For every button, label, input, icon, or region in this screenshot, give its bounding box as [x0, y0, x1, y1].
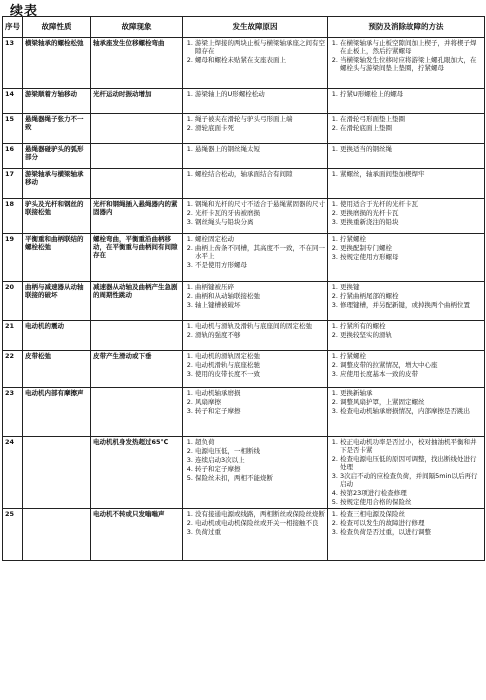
remedy-item: 3. 修理键槽，并另配新键，或掉换两个曲柄位置 — [340, 301, 482, 309]
header-fault-phenomenon: 故障现象 — [91, 17, 183, 38]
fault-phenomenon: 光杆运动时振动增加 — [91, 89, 183, 114]
cause-item: 3. 转子和定子摩擦 — [195, 407, 325, 415]
table-row — [3, 509, 485, 561]
remedy-item: 1. 拧紧螺栓 — [340, 352, 482, 360]
cause-item: 2. 滑轨的强度不够 — [195, 331, 325, 339]
remedy-list — [328, 38, 485, 89]
remedy-list — [328, 321, 485, 351]
fault-phenomenon: 皮带产生滑动或下垂 — [91, 351, 183, 388]
cause-item: 1. 螺栓结合松动，轴承面结合有间隙 — [195, 170, 325, 178]
cause-item: 2. 螺母和螺栓未贴紧在支座表面上 — [195, 56, 325, 64]
fault-nature: 电动机的震动 — [23, 321, 91, 351]
remedy-item: 1. 拧紧螺栓 — [340, 235, 482, 243]
cause-item: 1. 曲柄键被压碎 — [195, 283, 325, 291]
remedy-item: 1. 在滑轮弓形面垫上垫圈 — [340, 115, 482, 123]
remedy-item: 1. 在横梁轴承与止板空隙间加上楔子，并将楔子焊在止板上，然后拧紧螺母 — [340, 39, 482, 55]
row-index: 13 — [3, 38, 23, 89]
remedy-item: 2. 检查电源电压低的原因可调整，找出断线处进行处理 — [340, 455, 482, 471]
fault-nature: 悬绳器碰驴头的弧形部分 — [23, 144, 91, 169]
remedy-item: 2. 更换较坚实的滑轨 — [340, 331, 482, 339]
cause-item: 2. 风扇摩擦 — [195, 398, 325, 406]
fault-phenomenon: 电动机不转或只发嗡嗡声 — [91, 509, 183, 561]
row-index: 23 — [3, 388, 23, 437]
cause-item: 2. 曲柄和从动轴联接松弛 — [195, 292, 325, 300]
fault-cause-list — [183, 199, 328, 234]
remedy-list — [328, 351, 485, 388]
cause-item: 3. 连续启动3次以上 — [195, 456, 325, 464]
remedy-item: 2. 更换磨损的光杆卡瓦 — [340, 209, 482, 217]
remedy-list — [328, 89, 485, 114]
remedy-item: 1. 紧螺丝，轴承面间垫加楔焊牢 — [340, 170, 482, 178]
fault-cause-list — [183, 38, 328, 89]
cause-item: 3. 不是使用方形螺母 — [195, 261, 325, 269]
remedy-item: 1. 更换新轴承 — [340, 389, 482, 397]
fault-nature: 驴头及光杆和钢丝的联接松弛 — [23, 199, 91, 234]
fault-phenomenon — [91, 321, 183, 351]
remedy-list — [328, 282, 485, 321]
cause-item: 3. 负荷过重 — [195, 528, 325, 536]
fault-nature: 平衡重和曲柄联结的螺栓松弛 — [23, 234, 91, 282]
cause-item: 1. 电动机轴承磨损 — [195, 389, 325, 397]
remedy-item: 2. 调整风扇护罩，上紧固定螺丝 — [340, 398, 482, 406]
remedy-list — [328, 509, 485, 561]
remedy-list — [328, 169, 485, 199]
remedy-item: 1. 更换键 — [340, 283, 482, 291]
cause-item: 1. 悬绳器上的钢丝绳太短 — [195, 145, 325, 153]
row-index: 25 — [3, 509, 23, 561]
fault-nature: 电动机内部有摩擦声 — [23, 388, 91, 437]
header-fault-cause: 发生故障原因 — [183, 17, 328, 38]
remedy-item: 2. 检查可以发生的故障进行修理 — [340, 519, 482, 527]
cause-item: 1. 绳子被夹在滑轮与驴头弓形面上端 — [195, 115, 325, 123]
fault-phenomenon — [91, 388, 183, 437]
fault-cause-list — [183, 321, 328, 351]
remedy-item: 1. 校正电动机功率是否过小，校对抽油机平衡和井下是否卡紧 — [340, 438, 482, 454]
fault-cause-list — [183, 89, 328, 114]
remedy-list — [328, 234, 485, 282]
cause-item: 2. 电动机滑轨与底座松驰 — [195, 361, 325, 369]
row-index: 19 — [3, 234, 23, 282]
cause-item: 1. 钢绳和光杆的尺寸不适合于悬绳紧固器的尺寸 — [195, 200, 325, 208]
cause-item: 3. 轴上键槽被破坏 — [195, 301, 325, 309]
remedy-item: 2. 调整皮带的拉紧情况，增大中心座 — [340, 361, 482, 369]
fault-nature: 曲柄与减速器从动轴联接的破坏 — [23, 282, 91, 321]
fault-phenomenon — [91, 144, 183, 169]
fault-table — [2, 16, 485, 561]
row-index: 17 — [3, 169, 23, 199]
cause-item: 2. 电源电压低，一相断线 — [195, 447, 325, 455]
row-index: 21 — [3, 321, 23, 351]
fault-nature: 游梁顺着方轴移动 — [23, 89, 91, 114]
table-row — [3, 437, 485, 509]
remedy-item: 2. 拧紧曲柄尾部的螺栓 — [340, 292, 482, 300]
row-index: 24 — [3, 437, 23, 509]
fault-nature: 皮带松弛 — [23, 351, 91, 388]
table-row — [3, 199, 485, 234]
table-header-row — [3, 17, 485, 38]
remedy-item: 1. 更换适当的钢丝绳 — [340, 145, 482, 153]
fault-phenomenon: 电动机机身发热超过65℃ — [91, 437, 183, 509]
remedy-item: 2. 在滑轮底面上垫圈 — [340, 124, 482, 132]
cause-item: 3. 使用的皮带长度不一致 — [195, 370, 325, 378]
remedy-list — [328, 388, 485, 437]
row-index: 18 — [3, 199, 23, 234]
remedy-item: 2. 当横梁轴发生位移时应将游梁上螺孔眼加大，在螺栓头与游梁间垫上垫圈，拧紧螺母 — [340, 56, 482, 72]
remedy-item: 3. 3次启不动的应检查负荷，并间隔5min以后再行启动 — [340, 472, 482, 488]
remedy-item: 3. 按规定使用方形螺母 — [340, 253, 482, 261]
row-index: 22 — [3, 351, 23, 388]
remedy-item: 3. 检查负荷是否过重，以进行调整 — [340, 528, 482, 536]
table-row — [3, 169, 485, 199]
header-fault-nature: 故障性质 — [23, 17, 91, 38]
table-row — [3, 89, 485, 114]
remedy-item: 1. 拧紧所有的螺栓 — [340, 322, 482, 330]
fault-nature: 横梁轴承的螺栓松弛 — [23, 38, 91, 89]
remedy-item: 1. 使用适合于光杆的光杆卡瓦 — [340, 200, 482, 208]
fault-phenomenon: 减速器从动轴及曲柄产生急剧的周期性跳动 — [91, 282, 183, 321]
remedy-list — [328, 144, 485, 169]
cause-item: 3. 钢丝绳头与铅块分离 — [195, 218, 325, 226]
remedy-item: 3. 更换重新浇注的铅块 — [340, 218, 482, 226]
cause-item: 4. 转子和定子摩擦 — [195, 465, 325, 473]
row-index: 16 — [3, 144, 23, 169]
cause-item: 5. 保险丝未扣，两相不能烧断 — [195, 474, 325, 482]
row-index: 14 — [3, 89, 23, 114]
page-title: 续表 — [10, 4, 39, 19]
table-row — [3, 144, 485, 169]
table-row — [3, 321, 485, 351]
fault-phenomenon: 螺栓弯曲，平衡重沿曲柄移动，在平衡重与曲柄间有间隙存在 — [91, 234, 183, 282]
fault-cause-list — [183, 114, 328, 144]
remedy-item: 3. 应使用长度基本一致的皮带 — [340, 370, 482, 378]
fault-cause-list — [183, 282, 328, 321]
remedy-list — [328, 437, 485, 509]
remedy-list — [328, 114, 485, 144]
row-index: 20 — [3, 282, 23, 321]
cause-item: 2. 电动机或电动机保险丝或开关一相接触不良 — [195, 519, 325, 527]
fault-cause-list — [183, 169, 328, 199]
remedy-item: 1. 检查三相电源及保险丝 — [340, 510, 482, 518]
remedy-item: 4. 按第23项进行检查修理 — [340, 489, 482, 497]
cause-item: 2. 滑轮底面卡死 — [195, 124, 325, 132]
fault-nature: 游梁轴承与横梁轴承移动 — [23, 169, 91, 199]
fault-cause-list — [183, 388, 328, 437]
table-row — [3, 114, 485, 144]
cause-item: 1. 电动机与滑轨及滑轨与底座间的固定松弛 — [195, 322, 325, 330]
fault-phenomenon: 光杆和钢绳插入悬绳器内的紧固器内 — [91, 199, 183, 234]
table-row — [3, 388, 485, 437]
cause-item: 1. 游梁上焊接的两块止板与横梁轴承座之间有空隙存在 — [195, 39, 325, 55]
cause-item: 1. 没有接通电源或线路，两相断丝或保险丝烧断 — [195, 510, 325, 518]
fault-phenomenon — [91, 169, 183, 199]
fault-cause-list — [183, 234, 328, 282]
fault-cause-list — [183, 144, 328, 169]
fault-nature — [23, 437, 91, 509]
remedy-item: 5. 按规定使用合格的保险丝 — [340, 498, 482, 506]
remedy-list — [328, 199, 485, 234]
fault-phenomenon: 轴承座发生位移螺栓弯曲 — [91, 38, 183, 89]
remedy-item: 2. 更换配制专门螺栓 — [340, 244, 482, 252]
cause-item: 2. 光杆卡瓦的牙齿被磨损 — [195, 209, 325, 217]
cause-item: 1. 螺栓固定松动 — [195, 235, 325, 243]
row-index: 15 — [3, 114, 23, 144]
table-row — [3, 38, 485, 89]
remedy-item: 1. 拧紧U形螺栓上的螺母 — [340, 90, 482, 98]
cause-item: 2. 曲柄上齿条不同槽，其高度不一致，不在同一水平上 — [195, 244, 325, 260]
table-row — [3, 282, 485, 321]
remedy-item: 3. 检查电动机轴承磨损情况，内部摩擦是否跳出 — [340, 407, 482, 415]
fault-cause-list — [183, 351, 328, 388]
fault-cause-list — [183, 509, 328, 561]
fault-phenomenon — [91, 114, 183, 144]
cause-item: 1. 游梁轴上的U形螺栓松动 — [195, 90, 325, 98]
header-index: 序号 — [3, 17, 23, 38]
cause-item: 1. 超负荷 — [195, 438, 325, 446]
table-row — [3, 234, 485, 282]
fault-cause-list — [183, 437, 328, 509]
fault-nature: 悬绳器绳子张力不一致 — [23, 114, 91, 144]
header-remedy: 预防及消除故障的方法 — [328, 17, 485, 38]
table-row — [3, 351, 485, 388]
fault-nature — [23, 509, 91, 561]
cause-item: 1. 电动机的滑轨固定松弛 — [195, 352, 325, 360]
